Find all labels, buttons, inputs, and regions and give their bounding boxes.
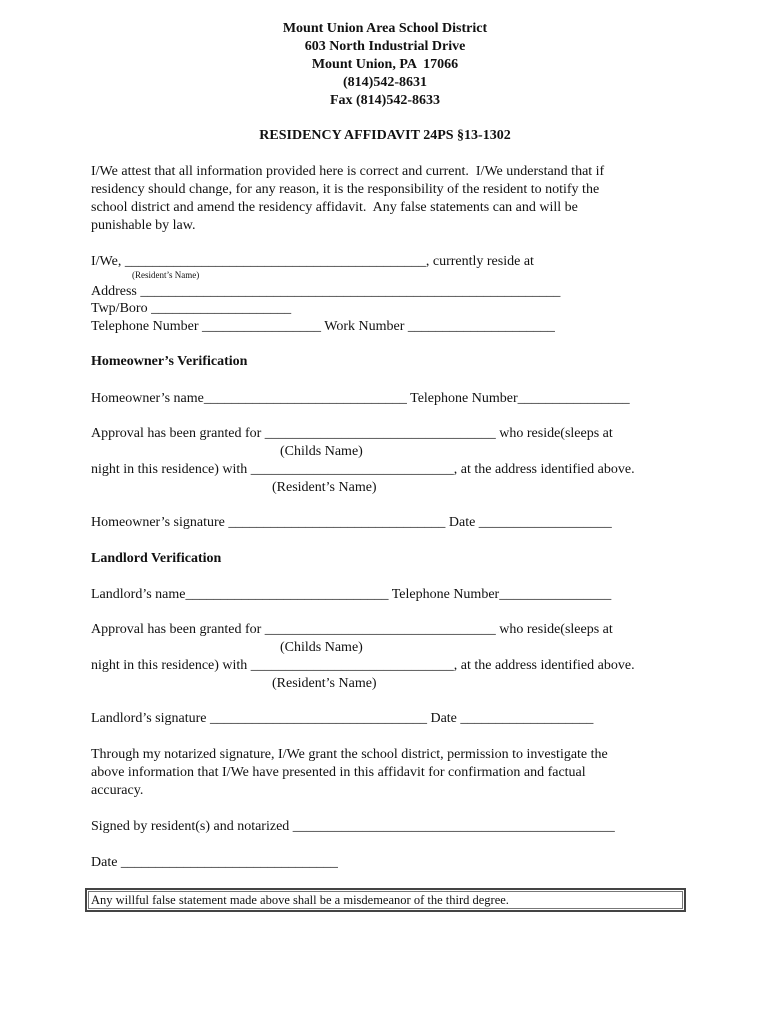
homeowner-childs-caption: (Childs Name) <box>280 444 363 459</box>
homeowner-signature-field[interactable]: Homeowner’s signature _______________________________ Date ___________________ <box>91 515 612 530</box>
attest-line-3: school district and amend the residency affidavit. Any false statements can and will be <box>91 200 578 215</box>
telephone-work-fields[interactable]: Telephone Number _________________ Work Number _____________________ <box>91 319 555 334</box>
landlord-name-field[interactable]: Landlord’s name_____________________________ Telephone Number________________ <box>91 587 612 602</box>
misdemeanor-notice-text: Any willful false statement made above shall be a misdemeanor of the third degree. <box>91 893 509 907</box>
landlord-approval-field[interactable]: Approval has been granted for _________________________________ who reside(sleeps at <box>91 622 613 637</box>
date-field[interactable]: Date _______________________________ <box>91 855 338 870</box>
district-name: Mount Union Area School District <box>282 21 488 36</box>
attest-line-4: punishable by law. <box>91 218 196 233</box>
landlord-childs-caption: (Childs Name) <box>280 640 363 655</box>
district-street: 603 North Industrial Drive <box>304 39 466 54</box>
homeowner-name-field[interactable]: Homeowner’s name_____________________________ Telephone Number________________ <box>91 391 630 406</box>
twp-boro-field[interactable]: Twp/Boro ____________________ <box>91 301 292 316</box>
landlord-signature-field[interactable]: Landlord’s signature _______________________________ Date ___________________ <box>91 711 594 726</box>
notary-line-3: accuracy. <box>91 783 144 798</box>
notarized-signature-field[interactable]: Signed by resident(s) and notarized ______________________________________________ <box>91 819 615 834</box>
district-fax: Fax (814)542-8633 <box>329 93 441 108</box>
homeowner-resident-caption: (Resident’s Name) <box>272 480 377 495</box>
homeowner-night-field[interactable]: night in this residence) with _____________________________, at the address identified above. <box>91 462 635 477</box>
landlord-night-field[interactable]: night in this residence) with _____________________________, at the address identified above. <box>91 658 635 673</box>
misdemeanor-notice-box <box>85 888 686 912</box>
notary-line-1: Through my notarized signature, I/We grant the school district, permission to investigate the <box>91 747 608 762</box>
attest-line-1: I/We attest that all information provided here is correct and current. I/We understand that if <box>91 164 605 179</box>
notary-line-2: above information that I/We have presented in this affidavit for confirmation and factual <box>91 765 586 780</box>
resident-name-caption: (Resident’s Name) <box>132 270 200 280</box>
landlord-resident-caption: (Resident’s Name) <box>272 676 377 691</box>
district-phone: (814)542-8631 <box>343 75 427 90</box>
district-city: Mount Union, PA 17066 <box>311 57 459 72</box>
form-title: RESIDENCY AFFIDAVIT 24PS §13-1302 <box>259 128 511 143</box>
homeowner-approval-field[interactable]: Approval has been granted for _________________________________ who reside(sleeps at <box>91 426 613 441</box>
attest-line-2: residency should change, for any reason, it is the responsibility of the resident to notify the <box>91 182 600 197</box>
homeowner-heading: Homeowner’s Verification <box>91 354 248 369</box>
resident-name-field[interactable]: I/We, ___________________________________________, currently reside at <box>91 254 534 269</box>
address-field[interactable]: Address ____________________________________________________________ <box>91 284 561 299</box>
landlord-heading: Landlord Verification <box>91 551 222 566</box>
